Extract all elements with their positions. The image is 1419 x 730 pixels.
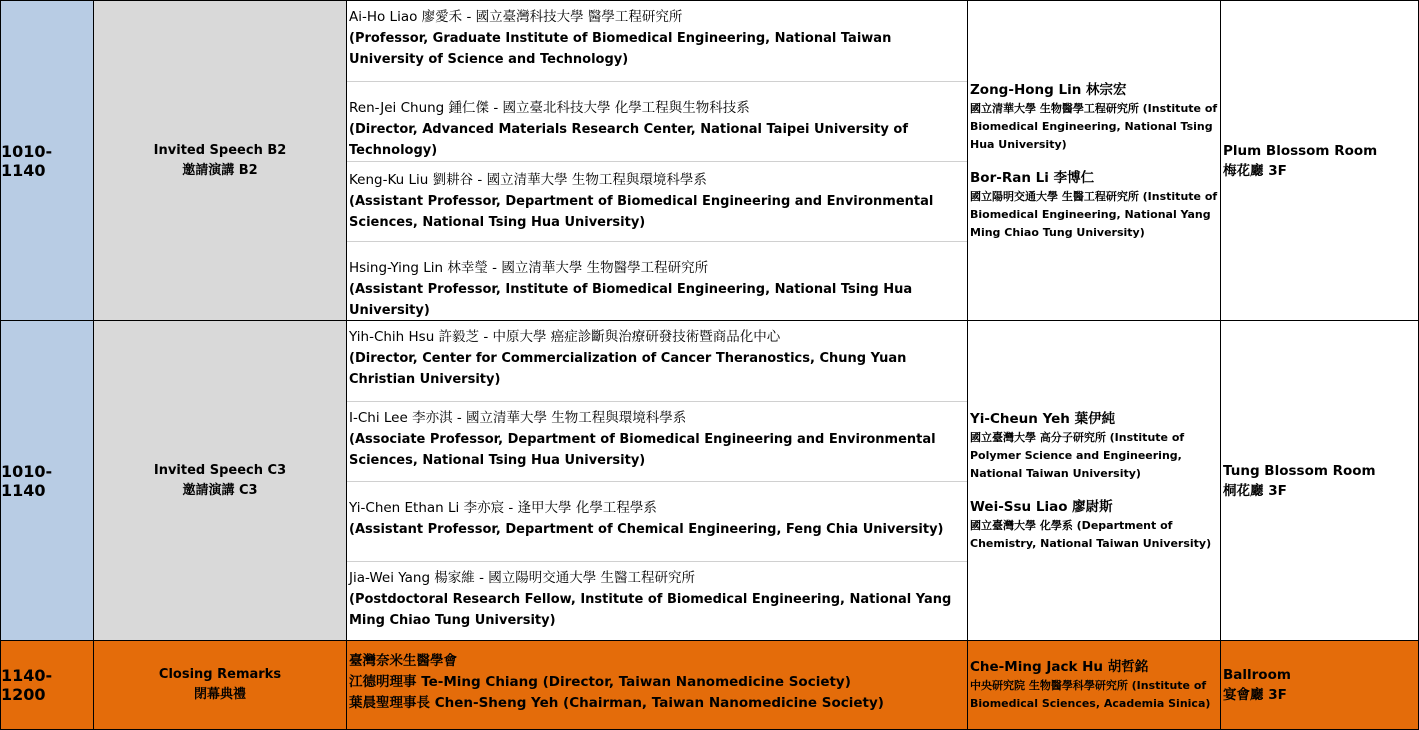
room-cell xyxy=(1220,0,1419,321)
closing-room-cell xyxy=(1220,640,1419,730)
session-title-en: Invited Speech C3 xyxy=(153,462,287,478)
closing-lines xyxy=(347,641,967,714)
speaker-affiliation: (Professor, Graduate Institute of Biomedical Engineering, National Taiwan University of Science and Technology) xyxy=(349,31,892,67)
chair-info: 國立臺灣大學 化學系 (Department of Chemistry, National Taiwan University) xyxy=(970,518,1212,550)
closing-chair-cell xyxy=(967,640,1221,730)
session-cell xyxy=(93,0,347,321)
room-cell xyxy=(1220,320,1419,641)
session-title-zh: 邀請演講 C3 xyxy=(182,482,258,498)
session-title-en: Invited Speech B2 xyxy=(153,142,287,158)
speaker-entry xyxy=(347,161,967,241)
chairs-cell xyxy=(967,0,1221,321)
speaker-affiliation: (Postdoctoral Research Fellow, Institute of Biomedical Engineering, National Yang Ming Chiao Tung University) xyxy=(349,592,952,628)
closing-speaker: 葉晨聖理事長 Chen-Sheng Yeh (Chairman, Taiwan Nanomedicine Society) xyxy=(349,695,884,711)
chair-name: Bor-Ran Li 李博仁 xyxy=(970,169,1095,186)
chair-entry xyxy=(970,657,1218,713)
chair-entry xyxy=(970,168,1218,242)
speaker-entry xyxy=(347,241,967,321)
speaker-affiliation: (Assistant Professor, Department of Biomedical Engineering and Environmental Sciences, National Tsing Hua University) xyxy=(349,194,934,230)
closing-session-cell xyxy=(93,640,347,730)
time-cell xyxy=(0,320,94,641)
time-label: 1010-1140 xyxy=(1,461,53,500)
chair-entry xyxy=(970,497,1218,553)
speakers-cell xyxy=(346,0,968,321)
chair-entry xyxy=(970,409,1218,483)
speaker-name: Jia-Wei Yang 楊家維 - 國立陽明交通大學 生醫工程研究所 xyxy=(349,570,696,586)
speaker-affiliation: (Assistant Professor, Institute of Biomedical Engineering, National Tsing Hua University) xyxy=(349,282,913,318)
chairs-cell xyxy=(967,320,1221,641)
speaker-entry xyxy=(347,401,967,481)
chair-name: Che-Ming Jack Hu 胡哲銘 xyxy=(970,659,1149,675)
speaker-name: Yih-Chih Hsu 許毅芝 - 中原大學 癌症診斷與治療研發技術暨商品化中心 xyxy=(349,329,781,345)
chair-info: 中央研究院 生物醫學科學研究所 (Institute of Biomedical Sciences, Academia Sinica) xyxy=(970,679,1211,710)
speaker-name: I-Chi Lee 李亦淇 - 國立清華大學 生物工程與環境科學系 xyxy=(349,410,687,426)
session-cell xyxy=(93,320,347,641)
speaker-entry xyxy=(347,321,967,401)
session-title-zh: 邀請演講 B2 xyxy=(182,162,258,178)
speakers-cell xyxy=(346,320,968,641)
closing-time-cell xyxy=(0,640,94,730)
closing-speakers-cell xyxy=(346,640,968,730)
speaker-affiliation: (Director, Advanced Materials Research Center, National Taipei University of Technology) xyxy=(349,122,908,158)
speaker-entry xyxy=(347,81,967,161)
speaker-affiliation: (Director, Center for Commercialization of Cancer Theranostics, Chung Yuan Christian University) xyxy=(349,351,907,387)
closing-title-en: Closing Remarks xyxy=(158,667,282,682)
speaker-name: Keng-Ku Liu 劉耕谷 - 國立清華大學 生物工程與環境科學系 xyxy=(349,172,707,188)
chair-entry xyxy=(970,80,1218,154)
speaker-affiliation: (Associate Professor, Department of Biomedical Engineering and Environmental Sciences, National Tsing Hua University) xyxy=(349,432,936,468)
room-name-zh: 桐花廳 3F xyxy=(1223,482,1287,499)
speaker-name: Hsing-Ying Lin 林幸瑩 - 國立清華大學 生物醫學工程研究所 xyxy=(349,260,709,276)
chair-info: 國立清華大學 生物醫學工程研究所 (Institute of Biomedical Engineering, National Tsing Hua University) xyxy=(970,101,1218,151)
time-label: 1010-1140 xyxy=(1,141,53,180)
speaker-affiliation: (Assistant Professor, Department of Chemical Engineering, Feng Chia University) xyxy=(349,522,944,537)
speaker-name: Ai-Ho Liao 廖愛禾 - 國立臺灣科技大學 醫學工程研究所 xyxy=(349,9,683,25)
closing-time-label: 1140-1200 xyxy=(1,666,53,704)
closing-society: 臺灣奈米生醫學會 xyxy=(349,653,457,669)
chair-info: 國立陽明交通大學 生醫工程研究所 (Institute of Biomedical Engineering, National Yang Ming Chiao Tung University) xyxy=(970,189,1218,239)
speaker-name: Yi-Chen Ethan Li 李亦宸 - 逢甲大學 化學工程學系 xyxy=(349,500,657,516)
chair-name: Wei-Ssu Liao 廖尉斯 xyxy=(970,498,1113,515)
room-name-en: Plum Blossom Room xyxy=(1223,142,1378,159)
speaker-entry xyxy=(347,1,967,81)
closing-speaker: 江德明理事 Te-Ming Chiang (Director, Taiwan Nanomedicine Society) xyxy=(349,674,851,690)
room-name-zh: 梅花廳 3F xyxy=(1223,162,1287,179)
chair-name: Yi-Cheun Yeh 葉伊純 xyxy=(970,410,1116,427)
room-name-en: Ballroom xyxy=(1223,667,1291,683)
room-name-zh: 宴會廳 3F xyxy=(1223,687,1287,703)
speaker-name: Ren-Jei Chung 鍾仁傑 - 國立臺北科技大學 化學工程與生物科技系 xyxy=(349,100,750,116)
speaker-entry xyxy=(347,561,967,641)
speaker-entry xyxy=(347,481,967,561)
chair-name: Zong-Hong Lin 林宗宏 xyxy=(970,81,1127,98)
room-name-en: Tung Blossom Room xyxy=(1223,462,1376,479)
time-cell xyxy=(0,0,94,321)
closing-title-zh: 閉幕典禮 xyxy=(193,687,246,702)
chair-info: 國立臺灣大學 高分子研究所 (Institute of Polymer Science and Engineering, National Taiwan University) xyxy=(970,430,1185,480)
